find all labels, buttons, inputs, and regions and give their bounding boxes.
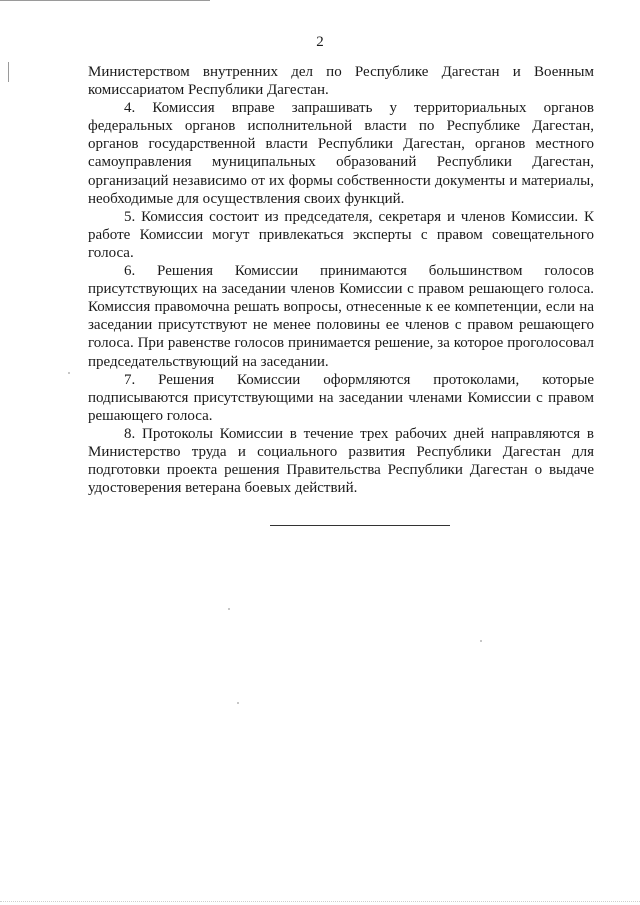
page-number: 2 bbox=[316, 34, 324, 50]
paragraph-item-5: 5. Комиссия состоит из председателя, секретаря и членов Комиссии. К работе Комиссии могут привлекаться эксперты с правом совещательного голоса. bbox=[88, 208, 594, 261]
paragraph-continuation: Министерством внутренних дел по Республике Дагестан и Военным комиссариатом Республики Дагестан. bbox=[88, 64, 594, 99]
paragraph-item-4: 4. Комиссия вправе запрашивать у территориальных органов федеральных органов исполнительной власти по Республике Дагестан, органов государственной власти Республики Дагестан, органов местного самоуправления муниципальных образований Республики Дагестан, организаций независимо от их формы собственности документы и материалы, необходимые для осуществления своих функций. bbox=[88, 100, 594, 207]
paragraph-item-8: 8. Протоколы Комиссии в течение трех рабочих дней направляются в Министерство труда и социального развития Республики Дагестан для подготовки проекта решения Правительства Республики Дагестан о выдаче удостоверения ветерана боевых действий. bbox=[88, 425, 594, 497]
scan-speck bbox=[237, 702, 239, 704]
paragraph-item-7: 7. Решения Комиссии оформляются протоколами, которые подписываются присутствующими на заседании членами Комиссии с правом решающего голоса. bbox=[88, 371, 594, 424]
scan-edge-mark bbox=[8, 62, 9, 82]
scan-edge-mark bbox=[0, 0, 210, 1]
scan-speck bbox=[68, 372, 70, 374]
scan-bottom-edge bbox=[0, 901, 640, 905]
paragraph-item-6: 6. Решения Комиссии принимаются большинством голосов присутствующих на заседании членов Комиссии с правом решающего голоса. Комиссия правомочна решать вопросы, отнесенные к ее компетенции, если на заседании присутствуют не менее половины ее членов с правом решающего голоса. При равенстве голосов принимается решение, за которое проголосовал председательствующий на заседании. bbox=[88, 263, 594, 370]
closing-rule bbox=[270, 525, 450, 526]
document-body bbox=[88, 63, 594, 497]
scan-speck bbox=[228, 608, 230, 610]
scan-speck bbox=[480, 640, 482, 642]
